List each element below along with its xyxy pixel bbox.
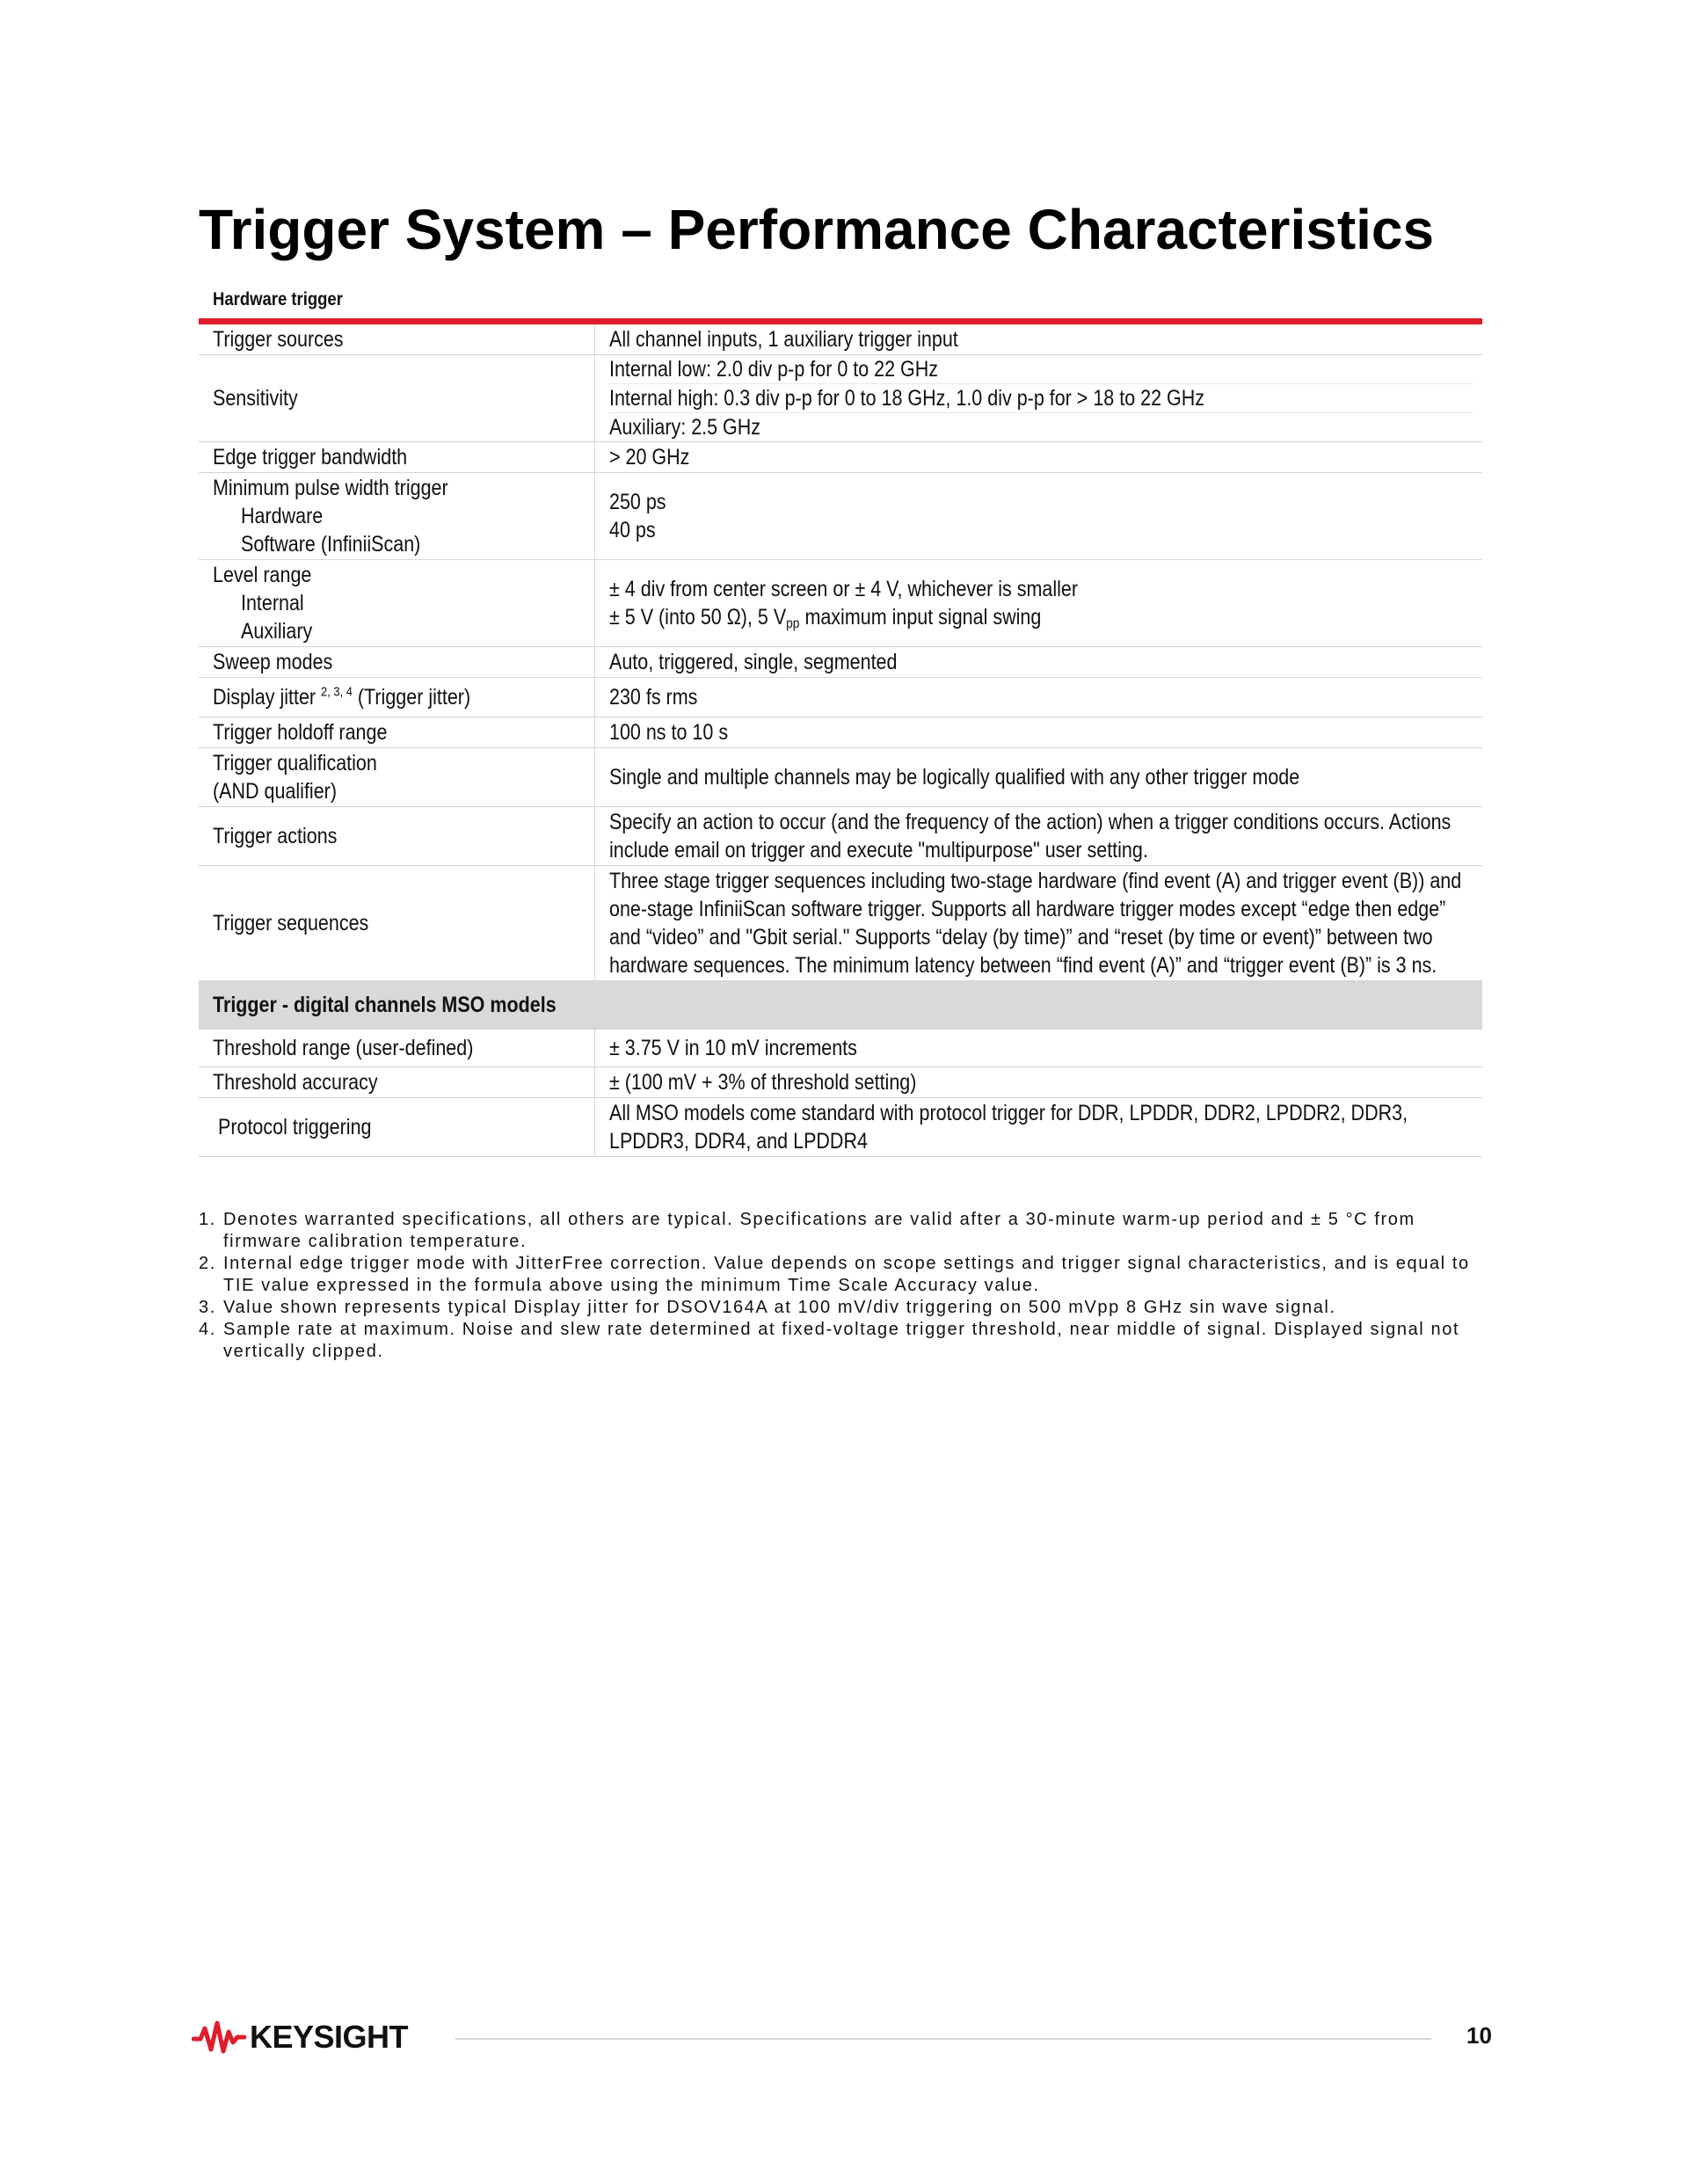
row-key: Threshold accuracy (213, 1070, 378, 1095)
row-value-line: ± 5 V (into 50 Ω), 5 $V_{pp}$ maximum input signal swing (608, 605, 1041, 631)
spec-table-section (199, 281, 1482, 1157)
row-key: Sweep modes (213, 650, 333, 674)
row-value-line: Internal low: 2.0 div p-p for 0 to 22 GHz (608, 357, 938, 382)
row-subkey: Auxiliary (241, 619, 313, 644)
row-key: Minimum pulse width trigger (213, 476, 448, 500)
row-value: All MSO models come standard with protocol trigger for DDR, LPDDR, DDR2, LPDDR2, DDR3, LPDDR3, DDR4, and LPDDR4 (608, 1101, 1408, 1154)
row-key: Trigger actions (213, 824, 338, 848)
spec-table (199, 324, 1482, 1157)
row-value: > 20 GHz (608, 445, 689, 470)
row-value: All channel inputs, 1 auxiliary trigger input (608, 327, 958, 352)
row-key: Trigger sequences (213, 911, 369, 935)
row-key: Display jitter $^{2, 3, 4}$ (Trigger jitter) (213, 684, 471, 710)
row-value: Specify an action to occur (and the frequency of the action) when a trigger conditions occurs. Actions include email on trigger and execute "multipurpose" user setting. (608, 810, 1451, 863)
row-value-line: 250 ps (608, 490, 666, 514)
section-header (199, 281, 1482, 324)
table-row (199, 560, 1482, 647)
table-row (199, 807, 1482, 866)
section-header-label: Hardware trigger (213, 289, 343, 309)
footnotes (199, 1209, 1500, 1363)
footnote: 1. Denotes warranted specifications, all others are typical. Specifications are valid after a 30-minute warm-up period and ± 5 °C from firmware calibration temperature. (199, 1210, 1415, 1251)
table-row (199, 1098, 1482, 1157)
row-value: ± 3.75 V in 10 mV increments (608, 1036, 857, 1060)
row-key: Trigger holdoff range (213, 720, 388, 745)
row-key: Protocol triggering (218, 1115, 372, 1139)
footnote: 3. Value shown represents typical Display jitter for DSOV164A at 100 mV/div triggering on 500 mVpp 8 GHz sin wave signal. (199, 1298, 1336, 1317)
group-header-row (199, 981, 1482, 1030)
subscript: pp (785, 616, 799, 631)
table-row (199, 1030, 1482, 1067)
page-title: Trigger System – Performance Characteristics (199, 198, 1435, 261)
row-value-line: Auxiliary: 2.5 GHz (608, 415, 760, 440)
row-value: 100 ns to 10 s (608, 720, 728, 745)
row-key: (AND qualifier) (213, 779, 337, 804)
row-value: ± (100 mV + 3% of threshold setting) (608, 1070, 916, 1095)
row-key: Edge trigger bandwidth (213, 445, 408, 470)
footnote: 4. Sample rate at maximum. Noise and slew rate determined at fixed-voltage trigger threshold, near middle of signal. Displayed signal not vertically clipped. (199, 1320, 1460, 1361)
table-row (199, 717, 1482, 748)
row-value: Auto, triggered, single, segmented (608, 650, 897, 674)
table-row (199, 442, 1482, 473)
footnote: 2. Internal edge trigger mode with JitterFree correction. Value depends on scope settings and trigger signal characteristics, and is equal to TIE value expressed in the formula above using the minimum Time Scale Accuracy value. (199, 1254, 1470, 1295)
row-key: Trigger qualification (213, 751, 377, 775)
waveform-logo-icon (192, 2018, 246, 2057)
row-key: Threshold range (user-defined) (213, 1036, 474, 1060)
table-row (199, 473, 1482, 560)
footer-divider (455, 2038, 1431, 2040)
table-row (199, 678, 1482, 717)
row-subkey: Software (InfiniiScan) (241, 532, 421, 557)
table-row (199, 324, 1482, 355)
keysight-logo (192, 2018, 408, 2057)
row-key: Level range (213, 563, 312, 587)
row-value: Three stage trigger sequences including two-stage hardware (find event (A) and trigger event (B)) and one-stage InfiniiScan software trigger. Supports all hardware trigger modes except “edge then edge” and “video” and "Gbit serial." Supports “delay (by time)” and “reset (by time or event)” between two hardware sequences. The minimum latency between “find event (A)” and “trigger event (B)” is 3 ns. (608, 869, 1461, 978)
row-value: Single and multiple channels may be logically qualified with any other trigger mode (608, 765, 1299, 790)
row-value-line: Internal high: 0.3 div p-p for 0 to 18 GHz, 1.0 div p-p for > 18 to 22 GHz (608, 386, 1204, 411)
row-value-line: 40 ps (608, 518, 656, 542)
row-key: Sensitivity (213, 386, 298, 411)
footnote-ref: 2, 3, 4 (321, 684, 353, 700)
table-row (199, 1067, 1482, 1098)
row-subkey: Hardware (241, 504, 324, 528)
logo-text: KEYSIGHT (250, 2019, 409, 2055)
page-number: 10 (1466, 2022, 1492, 2049)
row-subkey: Internal (241, 591, 304, 615)
table-row (199, 748, 1482, 807)
row-key: Trigger sources (213, 327, 344, 352)
table-row (199, 355, 1482, 442)
table-row (199, 866, 1482, 981)
row-value-line: ± 4 div from center screen or ± 4 V, whichever is smaller (608, 577, 1078, 601)
table-row (199, 647, 1482, 678)
group-header: Trigger - digital channels MSO models (213, 993, 557, 1017)
row-value: 230 fs rms (608, 685, 697, 710)
